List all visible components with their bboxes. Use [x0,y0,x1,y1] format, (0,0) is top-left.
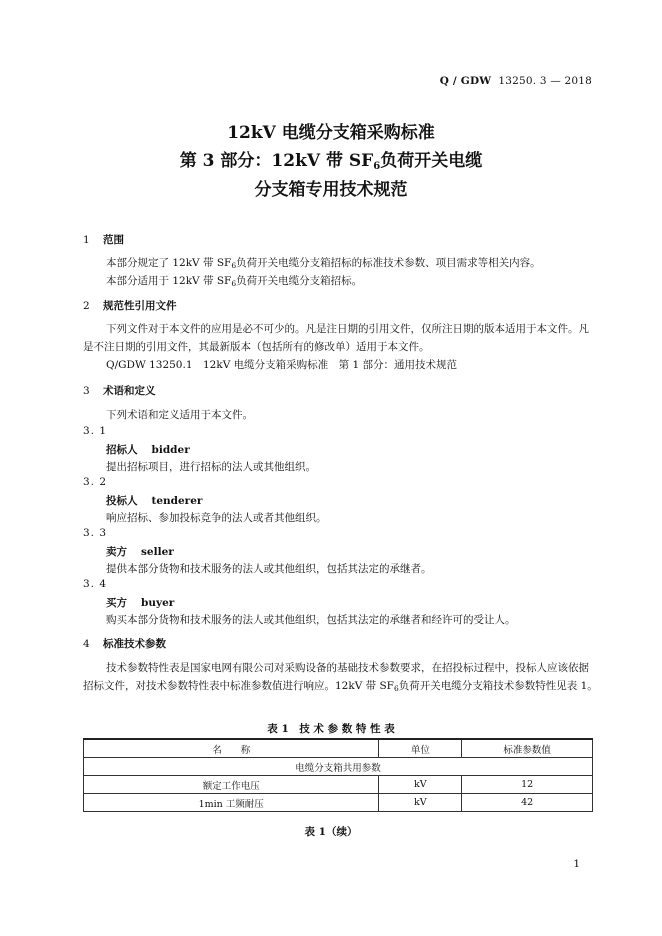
table-caption: 表 1 技 术 参 数 特 性 表 [267,723,395,735]
term-definition: 购买本部分货物和技术服务的法人或其他组织，包括其法定的承继者和经许可的受让人。 [106,614,516,626]
section-1-paragraph-2: 本部分适用于 12kV 带 $SF_6$负荷开关电缆分支箱招标。 [106,275,363,288]
term-number: 3. 2 [83,476,108,488]
section-1-paragraph-1: 本部分规定了 12kV 带 $SF_6$负荷开关电缆分支箱招标的标准技术参数、项目需求等相关内容。 [106,257,541,270]
table-continued-caption: 表 1（续） [304,826,358,838]
section-1-heading: 1 范围 [83,234,124,246]
param-value: 12 [462,776,593,794]
section-2-heading: 2 规范性引用文件 [83,300,177,312]
term-heading: 招标人 bidder [106,444,190,456]
header-unit: 单位 [379,739,462,758]
title-line-2: 第 3 部分：12kV 带 $SF_6$负荷开关电缆 [179,151,483,172]
parameter-table [83,738,593,812]
param-unit: kV [379,776,462,794]
page-number: 1 [573,858,580,870]
term-heading: 买方 buyer [106,597,175,609]
table-row [84,776,593,794]
param-name: 1min 工频耐压 [84,794,379,812]
section-4-heading: 4 标准技术参数 [83,638,166,650]
section-3-heading: 3 术语和定义 [83,385,156,397]
table-header-row [84,739,593,758]
title-line-1: 12kV 电缆分支箱采购标准 [227,123,435,143]
term-number: 3. 4 [83,578,108,590]
header-standard-value: 标准参数值 [462,739,593,758]
term-heading: 卖方 seller [106,546,174,558]
term-number: 3. 3 [83,527,108,539]
table-row [84,794,593,812]
table-group-row [84,758,593,776]
param-value: 42 [462,794,593,812]
param-unit: kV [379,794,462,812]
title-line-3: 分支箱专用技术规范 [254,180,408,200]
section-3-intro: 下列术语和定义适用于本文件。 [106,409,253,421]
document-code: Q / GDW 13250. 3 — 2018 [439,75,592,87]
term-definition: 响应招标、参加投标竞争的法人或者其他组织。 [106,512,327,524]
header-name: 名 称 [84,739,379,758]
section-2-paragraph: 下列文件对于本文件的应用是必不可少的。凡是注日期的引用文件，仅所注日期的版本适用于本文件。凡是不注日期的引用文件，其最新版本（包括所有的修改单）适用于本文件。 [83,323,589,353]
section-4-paragraph: 技术参数特性表是国家电网有限公司对采购设备的基础技术参数要求，在招投标过程中，投标人应该依据招标文件，对技术参数特性表中标准参数值进行响应。12kV 带 $SF_6$负荷开关电缆分支箱技术参数特性见表 1。 [83,662,598,693]
param-name: 额定工作电压 [84,776,379,794]
section-2-reference: Q/GDW 13250.1 12kV 电缆分支箱采购标准 第 1 部分：通用技术规范 [106,359,458,371]
group-label: 电缆分支箱共用参数 [84,758,593,776]
term-heading: 投标人 tenderer [106,495,203,507]
term-definition: 提出招标项目，进行招标的法人或其他组织。 [106,461,316,473]
term-definition: 提供本部分货物和技术服务的法人或其他组织，包括其法定的承继者。 [106,563,432,575]
term-number: 3. 1 [83,425,108,437]
